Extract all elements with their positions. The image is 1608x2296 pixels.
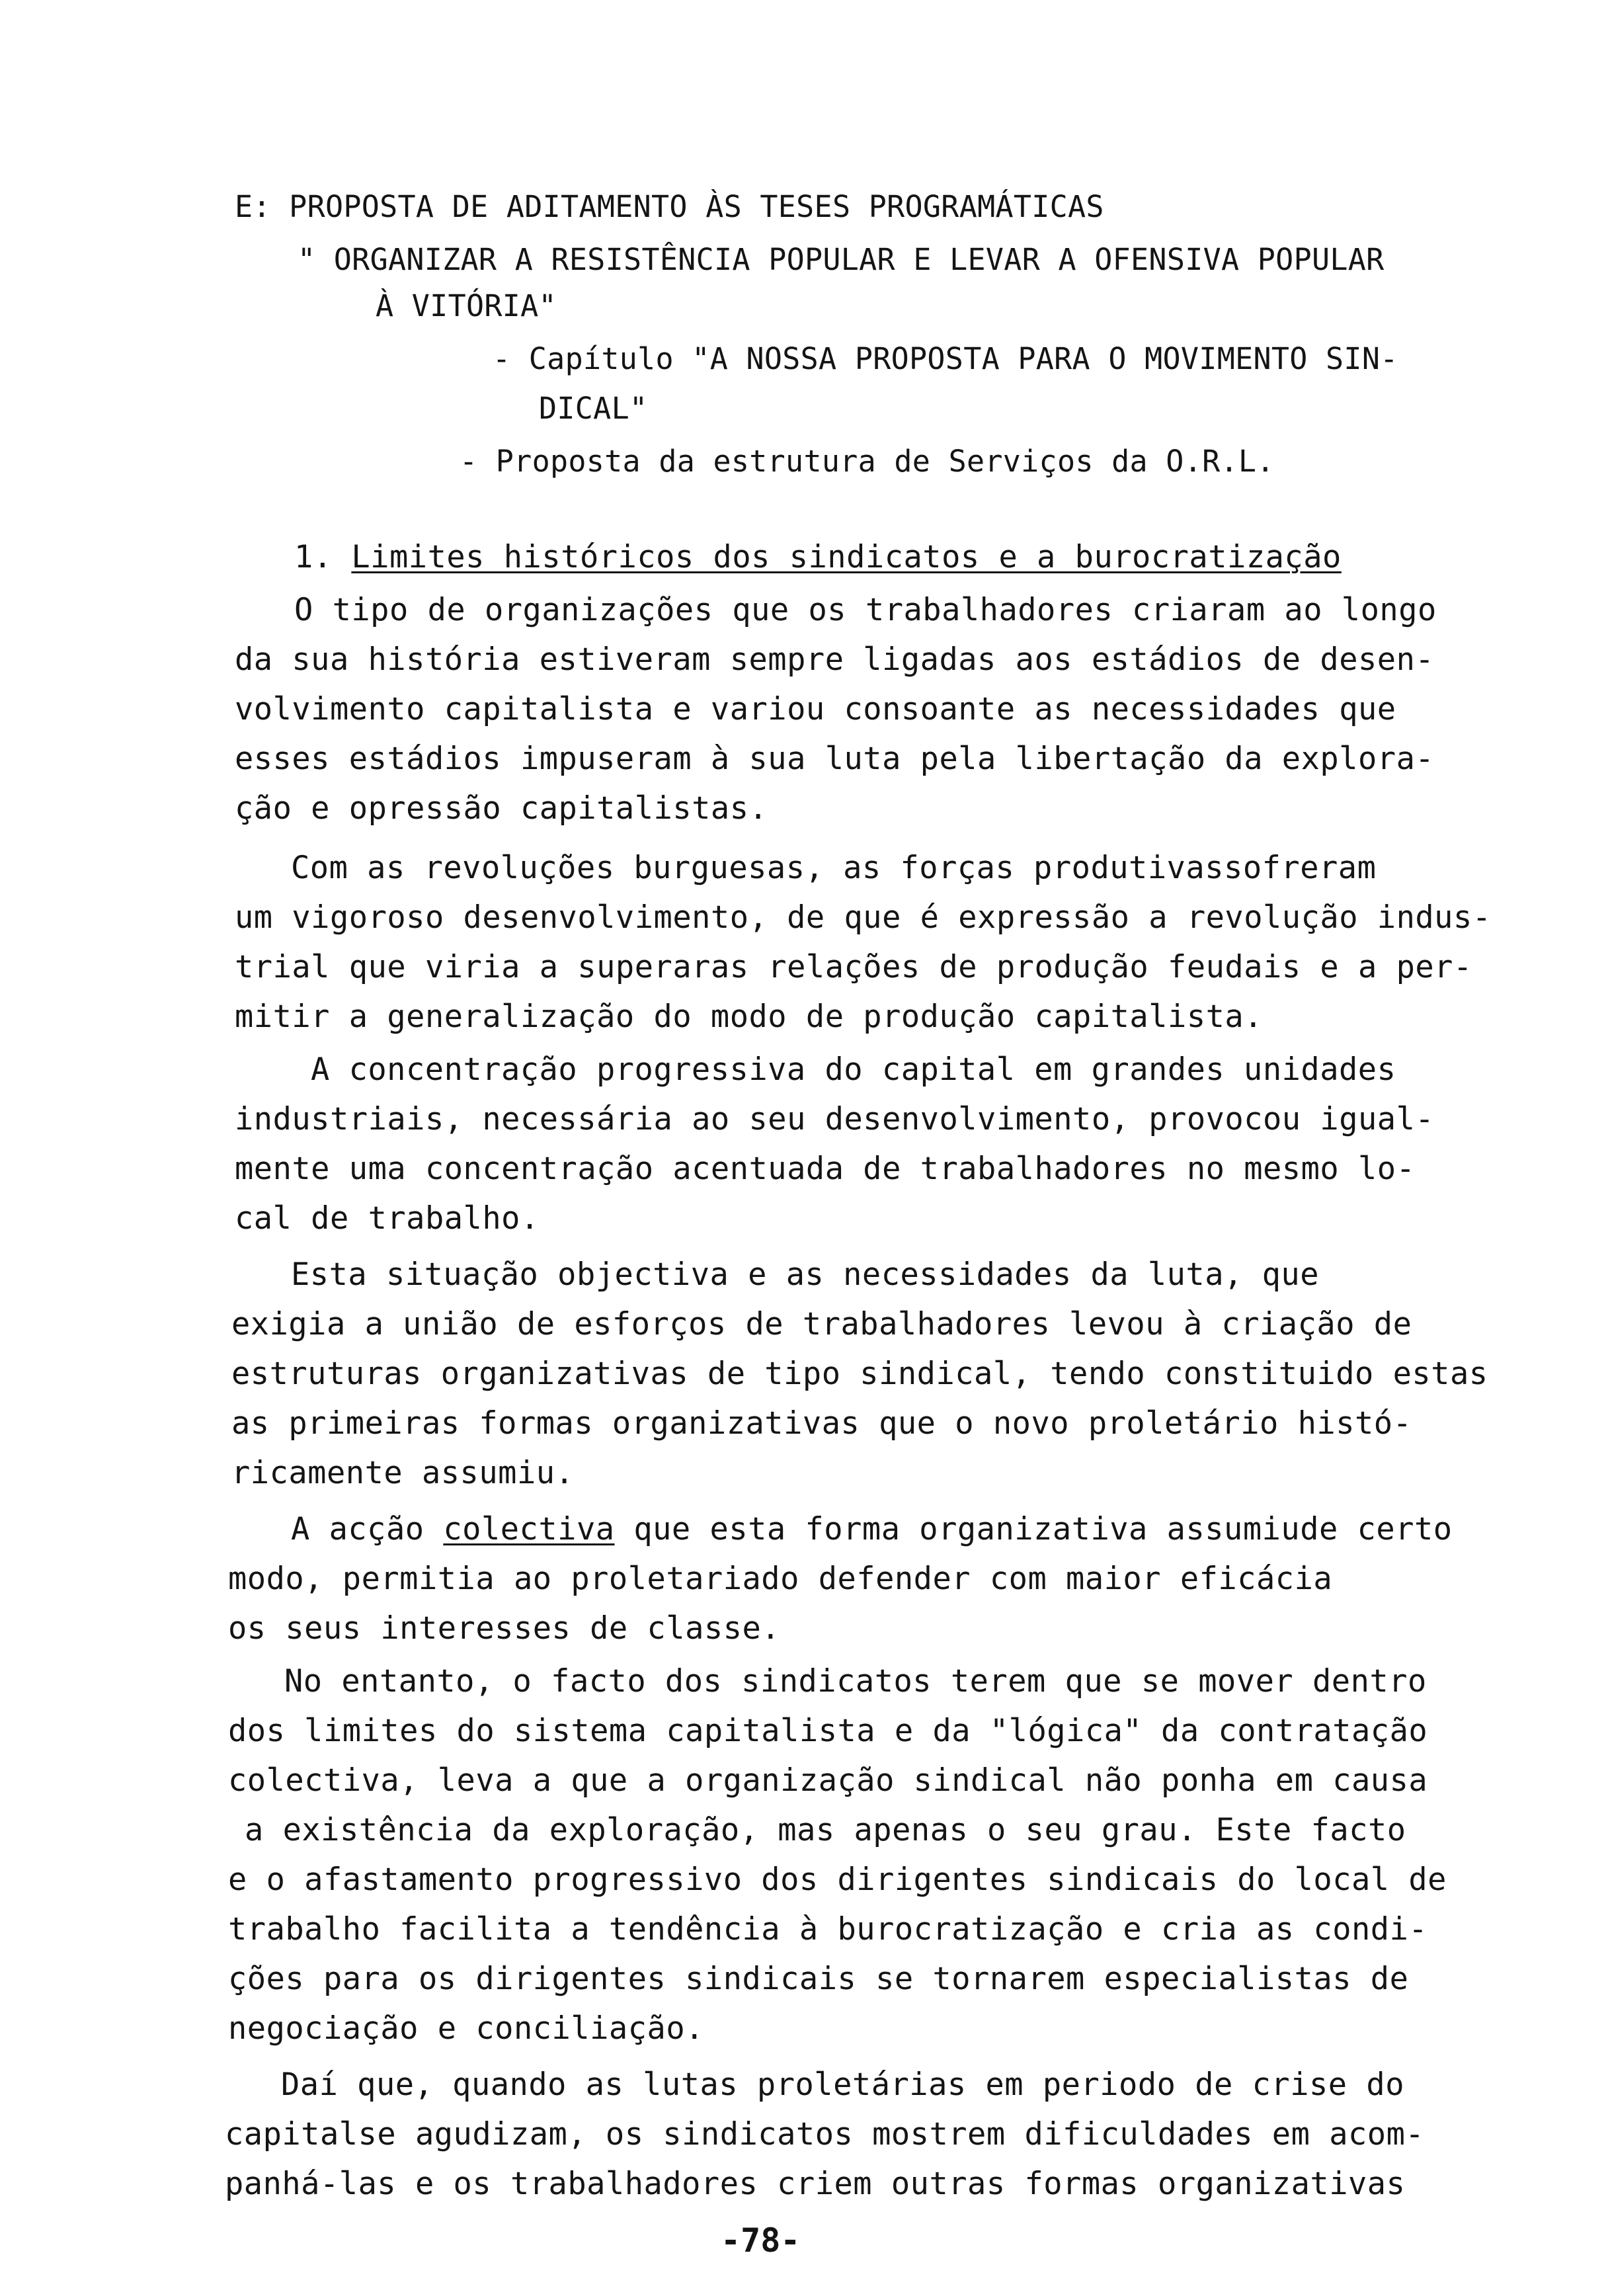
- body-line: as primeiras formas organizativas que o novo proletário histó-: [231, 1405, 1412, 1442]
- body-line: a existência da exploração, mas apenas o seu grau. Este facto: [245, 1812, 1406, 1848]
- header-line-2: " ORGANIZAR A RESISTÊNCIA POPULAR E LEVAR A OFENSIVA POPULAR: [298, 242, 1385, 277]
- header-line-6: - Proposta da estrutura de Serviços da O.R.L.: [460, 444, 1275, 479]
- header-line-1: E: PROPOSTA DE ADITAMENTO ÀS TESES PROGRAMÁTICAS: [235, 189, 1104, 224]
- body-line: ções para os dirigentes sindicais se tornarem especialistas de: [228, 1961, 1409, 1997]
- body-line: panhá-las e os trabalhadores criem outras formas organizativas: [225, 2166, 1406, 2202]
- header-line-4: - Capítulo "A NOSSA PROPOSTA PARA O MOVIMENTO SIN-: [493, 341, 1398, 376]
- body-line: Com as revoluções burguesas, as forças produtivassofreram: [291, 850, 1377, 886]
- body-line: negociação e conciliação.: [228, 2010, 704, 2047]
- body-line: mitir a generalização do modo de produção capitalista.: [235, 999, 1264, 1035]
- body-line: modo, permitia ao proletariado defender com maior eficácia: [228, 1561, 1333, 1597]
- section-number: 1.: [294, 539, 333, 575]
- body-line: um vigoroso desenvolvimento, de que é expressão a revolução indus-: [235, 899, 1492, 936]
- body-text: que esta forma organizativa assumiude certo: [614, 1511, 1453, 1547]
- body-text: A acção: [291, 1511, 444, 1547]
- body-line: capitalse agudizam, os sindicatos mostrem dificuldades em acom-: [225, 2116, 1425, 2152]
- body-line: colectiva, leva a que a organização sindical não ponha em causa: [228, 1762, 1428, 1799]
- body-line: A concentração progressiva do capital em grandes unidades: [311, 1051, 1396, 1088]
- body-line: Esta situação objectiva e as necessidades da luta, que: [291, 1256, 1320, 1293]
- body-line: No entanto, o facto dos sindicatos terem que se mover dentro: [284, 1663, 1427, 1700]
- body-line: mente uma concentração acentuada de trabalhadores no mesmo lo-: [235, 1151, 1416, 1187]
- body-line: cal de trabalho.: [235, 1200, 540, 1237]
- section-title: Limites históricos dos sindicatos e a burocratização: [351, 539, 1342, 575]
- body-line: esses estádios impuseram à sua luta pela libertação da explora-: [235, 741, 1435, 777]
- body-line: Daí que, quando as lutas proletárias em periodo de crise do: [281, 2067, 1404, 2103]
- body-line: volvimento capitalista e variou consoante as necessidades que: [235, 691, 1396, 727]
- page-number: -78-: [721, 2221, 801, 2260]
- header-line-3: À VITÓRIA": [376, 288, 557, 323]
- body-line: O tipo de organizações que os trabalhadores criaram ao longo: [294, 592, 1437, 628]
- body-line: e o afastamento progressivo dos dirigentes sindicais do local de: [228, 1862, 1447, 1898]
- body-line: ricamente assumiu.: [231, 1455, 575, 1491]
- section-heading: [294, 538, 1342, 577]
- body-line: dos limites do sistema capitalista e da "lógica" da contratação: [228, 1713, 1428, 1749]
- body-line: da sua história estiveram sempre ligadas aos estádios de desen-: [235, 641, 1435, 678]
- body-line: exigia a união de esforços de trabalhadores levou à criação de: [231, 1306, 1412, 1342]
- body-line: os seus interesses de classe.: [228, 1610, 781, 1647]
- body-line: estruturas organizativas de tipo sindical, tendo constituido estas: [231, 1356, 1488, 1392]
- body-line: ção e opressão capitalistas.: [235, 790, 768, 827]
- body-line: [291, 1510, 1453, 1549]
- header-line-5: DICAL": [539, 391, 648, 426]
- emphasized-word: colectiva: [443, 1511, 615, 1547]
- body-line: trial que viria a superaras relações de produção feudais e a per-: [235, 949, 1472, 985]
- body-line: industriais, necessária ao seu desenvolvimento, provocou igual-: [235, 1101, 1435, 1137]
- body-line: trabalho facilita a tendência à burocratização e cria as condi-: [228, 1911, 1428, 1948]
